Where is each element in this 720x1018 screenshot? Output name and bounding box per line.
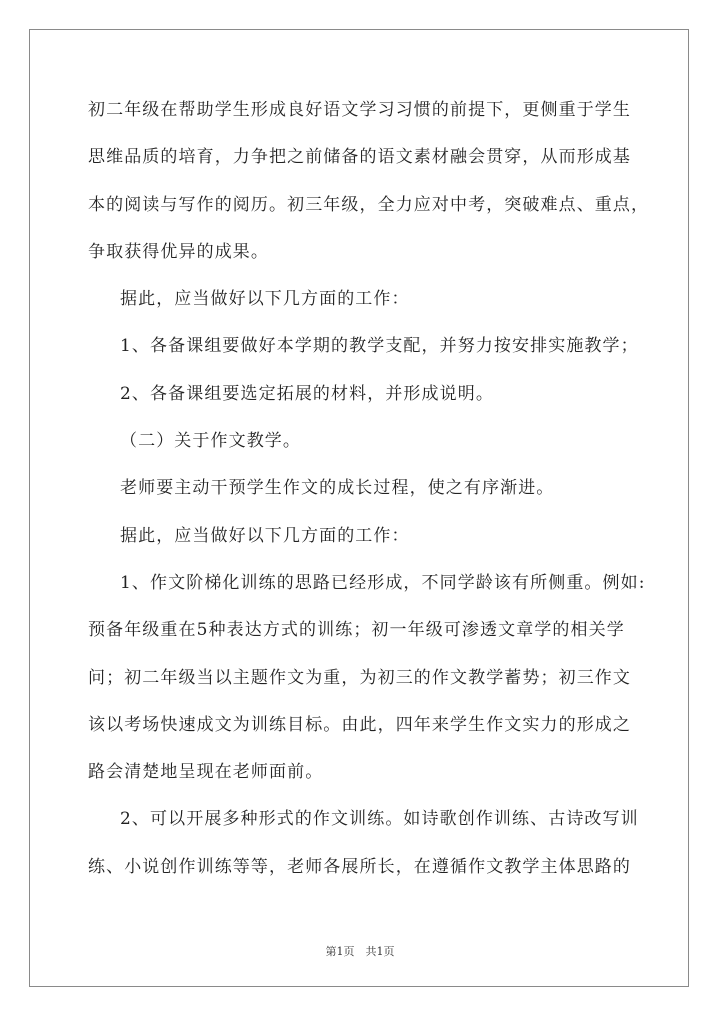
text-line: 据此，应当做好以下几方面的工作： <box>120 289 410 310</box>
text-line: （二）关于作文教学。 <box>120 431 301 452</box>
text-line: 该以考场快速成文为训练目标。由此，四年来学生作文实力的形成之 <box>88 714 631 735</box>
text-line: 思维品质的培育，力争把之前储备的语文素材融会贯穿，从而形成基 <box>88 147 631 168</box>
text-line: 1、各备课组要做好本学期的教学支配，并努力按安排实施教学； <box>120 336 639 357</box>
page-footer: 第1页 共1页 <box>325 945 395 958</box>
text-line: 2、各备课组要选定拓展的材料，并形成说明。 <box>120 383 494 404</box>
text-line: 2、可以开展多种形式的作文训练。如诗歌创作训练、古诗改写训 <box>120 809 639 830</box>
text-line: 练、小说创作训练等等，老师各展所长，在遵循作文教学主体思路的 <box>88 856 631 877</box>
text-line: 本的阅读与写作的阅历。初三年级，全力应对中考，突破难点、重点， <box>88 194 650 215</box>
text-line: 据此，应当做好以下几方面的工作： <box>120 525 410 546</box>
text-line: 预备年级重在5种表达方式的训练；初一年级可渗透文章学的相关学 <box>88 620 625 641</box>
text-line: 初二年级在帮助学生形成良好语文学习习惯的前提下，更侧重于学生 <box>88 100 631 120</box>
text-line: 争取获得优异的成果。 <box>88 241 269 262</box>
document-body <box>88 87 648 891</box>
text-line: 路会清楚地呈现在老师面前。 <box>88 762 324 783</box>
text-line: 问；初二年级当以主题作文为重，为初三的作文教学蓄势；初三作文 <box>88 667 631 688</box>
text-line: 1、作文阶梯化训练的思路已经形成，不同学龄该有所侧重。例如: <box>120 572 646 593</box>
text-line: 老师要主动干预学生作文的成长过程，使之有序渐进。 <box>120 478 555 499</box>
